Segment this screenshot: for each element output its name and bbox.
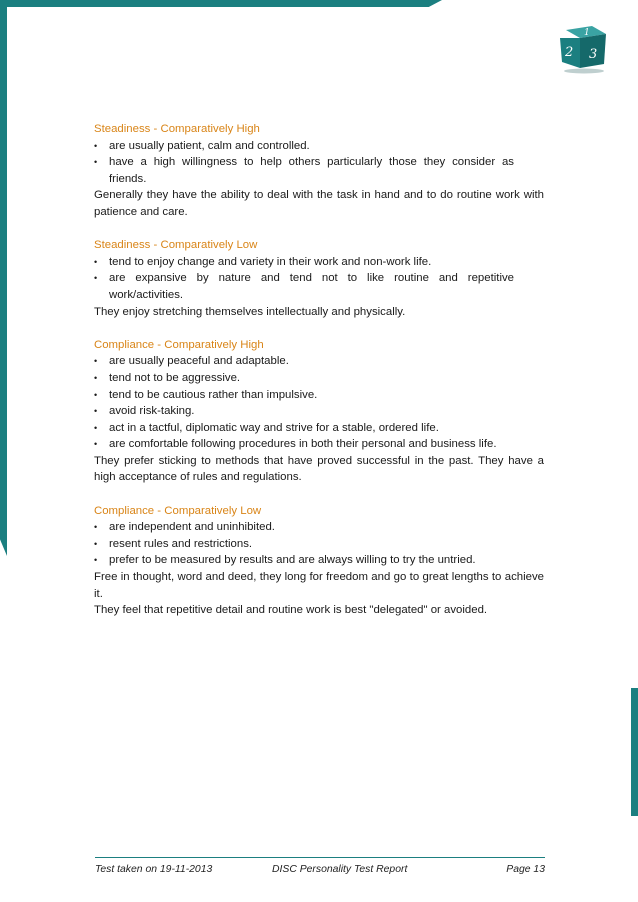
logo-digit-3: 3 bbox=[589, 47, 598, 62]
right-accent-tab bbox=[631, 688, 638, 816]
bullet-item: • are independent and uninhibited. bbox=[94, 519, 544, 536]
section-heading: Compliance - Comparatively High bbox=[94, 338, 264, 351]
section-paragraph: They prefer sticking to methods that have proved successful in the past. They have a high acceptance of rules and regulations. bbox=[94, 454, 544, 484]
bullet-item: • are usually peaceful and adaptable. bbox=[94, 353, 544, 370]
bullet-item: • tend not to be aggressive. bbox=[94, 370, 544, 387]
bullet-list bbox=[94, 254, 544, 304]
logo-digit-2: 2 bbox=[565, 45, 574, 60]
dice-logo-icon bbox=[556, 24, 608, 74]
section-paragraph: They enjoy stretching themselves intellectually and physically. bbox=[94, 305, 406, 318]
bullet-item: • act in a tactful, diplomatic way and strive for a stable, ordered life. bbox=[94, 420, 544, 437]
bullet-item: • are expansive by nature and tend not to like routine and repetitive work/activities. bbox=[94, 270, 544, 303]
section-heading: Steadiness - Comparatively Low bbox=[94, 239, 258, 252]
section-heading: Compliance - Comparatively Low bbox=[94, 504, 262, 517]
section-steadiness-high bbox=[94, 121, 544, 221]
section-compliance-low bbox=[94, 503, 544, 619]
bullet-list bbox=[94, 138, 544, 188]
bullet-item: • tend to be cautious rather than impulsive. bbox=[94, 387, 544, 404]
bullet-item: • have a high willingness to help others particularly those they consider as friends. bbox=[94, 154, 544, 187]
bullet-item: • avoid risk-taking. bbox=[94, 403, 544, 420]
footer-divider bbox=[95, 857, 545, 858]
section-paragraph: Generally they have the ability to deal with the task in hand and to do routine work with patience and care. bbox=[94, 189, 544, 218]
section-paragraph: They feel that repetitive detail and routine work is best "delegated" or avoided. bbox=[94, 604, 488, 617]
bullet-item: • are comfortable following procedures in both their personal and business life. bbox=[94, 436, 544, 453]
report-content bbox=[94, 121, 544, 635]
bullet-item: • are usually patient, calm and controlled. bbox=[94, 138, 544, 155]
logo-digit-1: 1 bbox=[584, 28, 590, 38]
section-paragraph: Free in thought, word and deed, they long for freedom and go to great lengths to achieve it. bbox=[94, 571, 544, 600]
footer-report-title: DISC Personality Test Report bbox=[272, 864, 408, 875]
left-accent-bar bbox=[0, 0, 7, 556]
bullet-list bbox=[94, 353, 544, 453]
bullet-item: • tend to enjoy change and variety in their work and non-work life. bbox=[94, 254, 544, 271]
bullet-item: • prefer to be measured by results and are always willing to try the untried. bbox=[94, 552, 544, 569]
section-steadiness-low bbox=[94, 237, 544, 320]
footer-test-date: Test taken on 19-11-2013 bbox=[95, 864, 213, 875]
footer-page-number: Page 13 bbox=[506, 864, 545, 875]
bullet-item: • resent rules and restrictions. bbox=[94, 536, 544, 553]
top-accent-bar bbox=[0, 0, 442, 7]
bullet-list bbox=[94, 519, 544, 569]
section-compliance-high bbox=[94, 337, 544, 486]
section-heading: Steadiness - Comparatively High bbox=[94, 123, 260, 135]
